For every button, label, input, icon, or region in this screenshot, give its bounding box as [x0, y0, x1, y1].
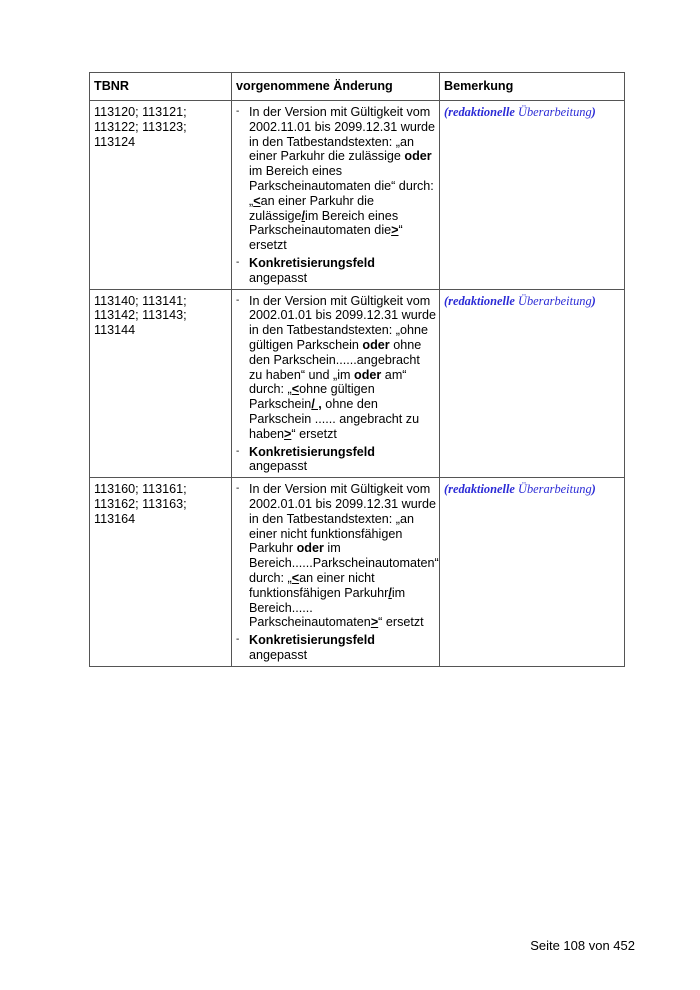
page-number: Seite 108 von 452	[530, 938, 635, 953]
header-tbnr: TBNR	[90, 73, 232, 101]
change-text: “ ersetzt	[249, 223, 403, 253]
change-text: im Bereich eines Parkscheinautomaten die“ durch: „	[249, 164, 434, 208]
change-marker: / ,	[311, 397, 322, 412]
change-item	[236, 256, 436, 286]
change-list	[236, 105, 436, 286]
change-marker: <	[253, 193, 261, 208]
change-item	[236, 445, 436, 475]
changes-table	[89, 72, 625, 667]
dash-bullet: -	[236, 445, 240, 457]
change-text: im Bereich......Parkscheinautomaten“ durch: „	[249, 541, 439, 585]
change-marker: >	[391, 223, 399, 238]
change-text: In der Version mit Gültigkeit vom 2002.01.01 bis 2099.12.31 wurde in den Tatbestandstexten: „an einer nicht funktionsfähigen Parkuhr	[249, 482, 436, 556]
remark-text: (redaktionelle Überarbeitung)	[444, 293, 596, 308]
remark-cell	[440, 101, 625, 290]
change-text: “ ersetzt	[378, 615, 424, 630]
change-cell	[232, 478, 440, 667]
change-text: “ ersetzt	[291, 426, 337, 441]
dash-bullet: -	[236, 294, 240, 306]
change-list	[236, 294, 436, 475]
change-keyword: oder	[354, 367, 382, 382]
table-header-row	[90, 73, 625, 101]
change-marker: <	[291, 382, 300, 397]
header-change: vorgenommene Änderung	[232, 73, 440, 101]
dash-bullet: -	[236, 106, 240, 117]
dash-bullet: -	[236, 256, 240, 268]
change-text: ohne den Parkschein......angebracht zu haben“ und „im	[249, 337, 422, 382]
change-field-name: Konkretisierungsfeld	[249, 633, 375, 648]
change-marker: <	[291, 570, 300, 585]
change-text: im Bereich eines Parkscheinautomaten die	[249, 208, 399, 238]
dash-bullet: -	[236, 634, 240, 646]
change-marker: >	[370, 615, 379, 630]
change-text: ohne den Parkschein ...... angebracht zu haben	[249, 397, 420, 441]
tbnr-cell: 113140; 113141; 113142; 113143; 113144	[90, 289, 232, 478]
remark-cell	[440, 289, 625, 478]
change-item	[236, 482, 439, 630]
tbnr-cell: 113160; 113161; 113162; 113163; 113164	[90, 478, 232, 667]
change-text: In der Version mit Gültigkeit vom 2002.11.01 bis 2099.12.31 wurde in den Tatbestandstexten: „an einer Parkuhr die zulässige	[249, 105, 436, 164]
change-text: angepasst	[249, 459, 308, 474]
change-field-name: Konkretisierungsfeld	[249, 255, 375, 270]
change-marker: /	[388, 585, 392, 600]
tbnr-cell: 113120; 113121; 113122; 113123; 113124	[90, 101, 232, 290]
change-item	[236, 633, 436, 663]
change-marker: >	[284, 426, 292, 441]
change-keyword: oder	[404, 149, 432, 164]
table-row	[90, 289, 625, 478]
remark-text: (redaktionelle Überarbeitung)	[444, 105, 596, 119]
change-keyword: oder	[362, 337, 390, 352]
table-row	[90, 101, 625, 290]
change-list	[236, 482, 439, 663]
change-text: angepasst	[249, 647, 308, 662]
change-marker: /	[301, 208, 306, 223]
change-cell	[232, 101, 440, 290]
dash-bullet: -	[236, 483, 240, 495]
change-keyword: oder	[296, 541, 324, 556]
change-cell	[232, 289, 440, 478]
change-text: am“ durch: „	[249, 367, 407, 397]
change-field-name: Konkretisierungsfeld	[249, 444, 375, 459]
remark-cell	[440, 478, 625, 667]
change-item	[236, 105, 436, 253]
remark-text: (redaktionelle Überarbeitung)	[444, 482, 596, 497]
change-item	[236, 294, 436, 442]
table-row	[90, 478, 625, 667]
change-text: In der Version mit Gültigkeit vom 2002.01.01 bis 2099.12.31 wurde in den Tatbestandstexten: „ohne gültigen Parkschein	[249, 293, 436, 352]
change-text: angepasst	[249, 270, 308, 285]
change-text: ohne gültigen Parkschein	[249, 382, 375, 412]
change-text: an einer Parkuhr die zulässige	[249, 193, 374, 223]
header-remark: Bemerkung	[440, 73, 625, 101]
change-text: im Bereich...... Parkscheinautomaten	[249, 585, 406, 630]
change-text: an einer nicht funktionsfähigen Parkuhr	[249, 570, 389, 600]
